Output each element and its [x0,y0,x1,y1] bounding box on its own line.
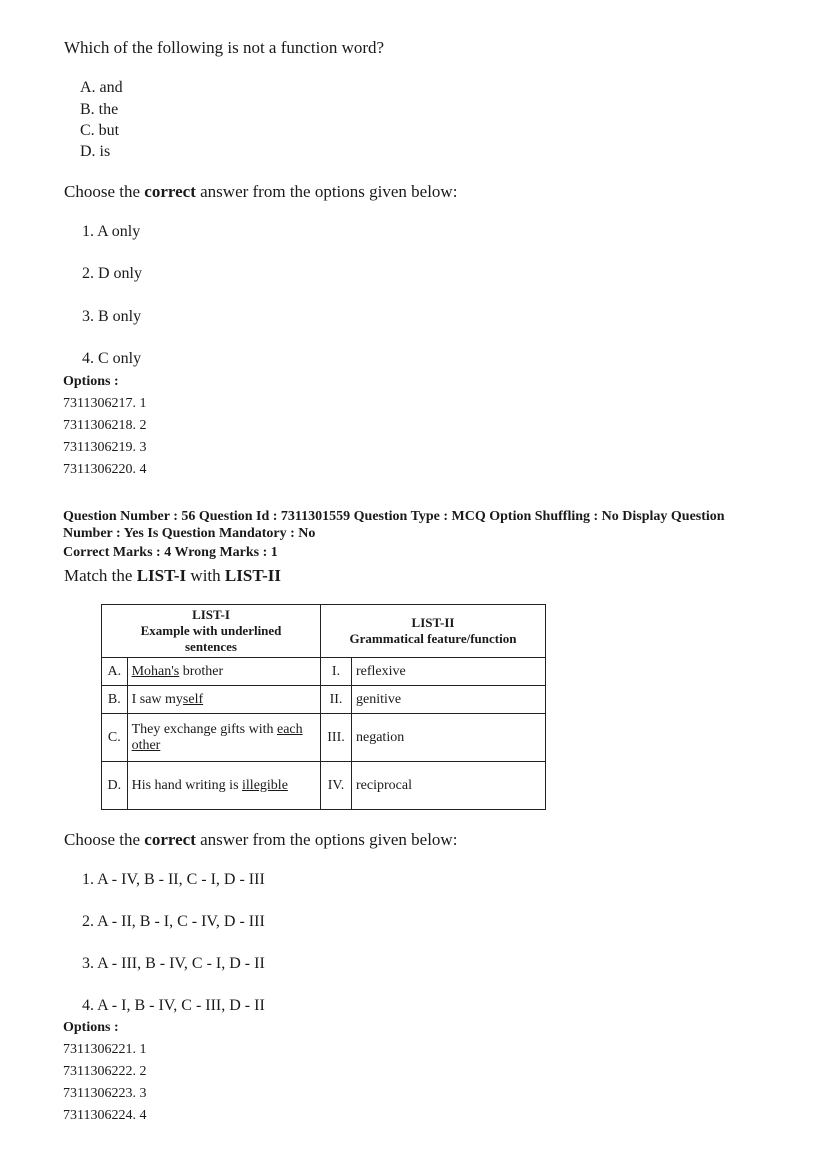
option-id: 7311306224. 4 [63,1108,147,1123]
answer-choice-4: 4. A - I, B - IV, C - III, D - II [82,997,265,1014]
answer-choice-4: 4. C only [82,350,142,367]
option-id: 7311306221. 1 [63,1042,147,1057]
answer-choice-2: 2. A - II, B - I, C - IV, D - III [82,913,265,930]
match-table [101,604,546,810]
answer-choice-3: 3. B only [82,308,142,325]
options-label: Options : [63,1020,119,1035]
option-id: 7311306219. 3 [63,440,147,455]
question-stem: Match the LIST-I with LIST-II [64,566,281,585]
statement-a: A. and [80,79,123,96]
options-label: Options : [63,374,119,389]
table-row: B. I saw myself II. genitive [102,686,546,714]
answer-choice-1: 1. A only [82,223,141,240]
table-row: C. They exchange gifts with each other III. negation [102,714,546,762]
question-meta: Number : Yes Is Question Mandatory : No [63,526,316,541]
marks-meta: Correct Marks : 4 Wrong Marks : 1 [63,545,278,560]
answer-choice-2: 2. D only [82,265,142,282]
list2-header: LIST-II Grammatical feature/function [321,605,546,658]
table-row: D. His hand writing is illegible IV. reciprocal [102,762,546,810]
answer-choice-3: 3. A - III, B - IV, C - I, D - II [82,955,265,972]
option-id: 7311306217. 1 [63,396,147,411]
answer-choice-1: 1. A - IV, B - II, C - I, D - III [82,871,265,888]
option-id: 7311306223. 3 [63,1086,147,1101]
statement-d: D. is [80,143,111,160]
choose-instruction: Choose the correct answer from the options given below: [64,182,458,201]
question-meta: Question Number : 56 Question Id : 7311301559 Question Type : MCQ Option Shuffling : No Display Question [63,509,725,524]
option-id: 7311306222. 2 [63,1064,147,1079]
statement-c: C. but [80,122,120,139]
option-id: 7311306218. 2 [63,418,147,433]
question-stem: Which of the following is not a function word? [64,38,385,57]
table-row: A. Mohan's brother I. reflexive [102,658,546,686]
choose-instruction: Choose the correct answer from the options given below: [64,830,458,849]
list1-header: LIST-I Example with underlined sentences [102,605,321,658]
statement-b: B. the [80,101,119,118]
option-id: 7311306220. 4 [63,462,147,477]
